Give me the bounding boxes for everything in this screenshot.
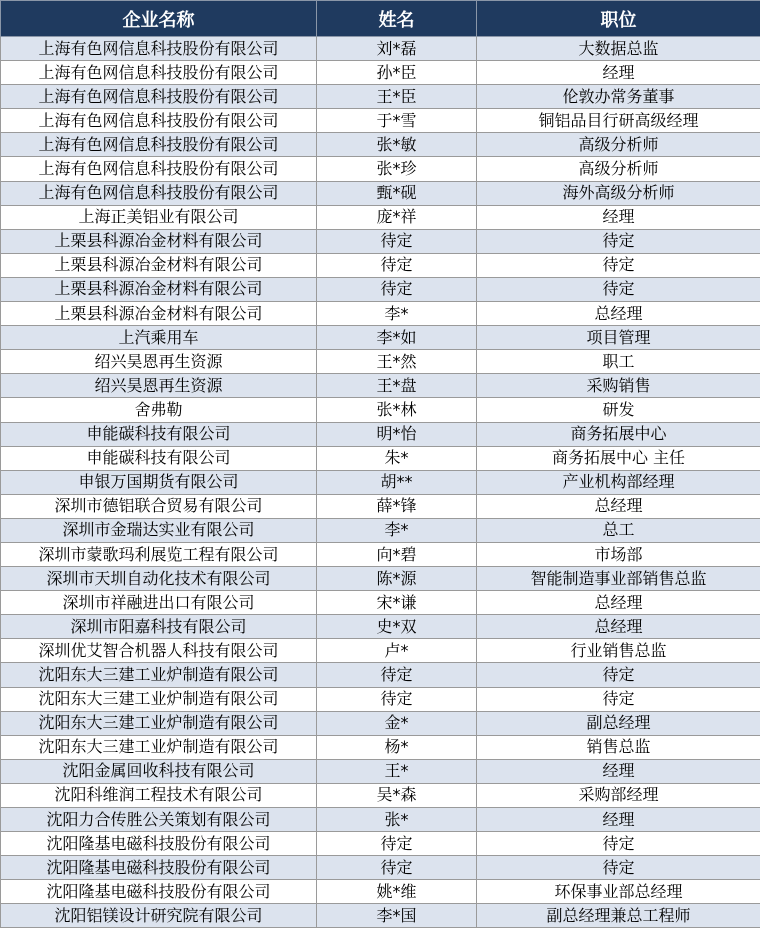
table-row bbox=[1, 615, 760, 639]
position-cell[interactable]: 行业销售总监 bbox=[477, 639, 760, 663]
position-cell[interactable]: 销售总监 bbox=[477, 735, 760, 759]
name-cell[interactable]: 向*碧 bbox=[317, 542, 477, 566]
position-cell[interactable]: 待定 bbox=[477, 687, 760, 711]
name-cell[interactable]: 于*雪 bbox=[317, 109, 477, 133]
company-cell[interactable]: 沈阳隆基电磁科技股份有限公司 bbox=[1, 880, 317, 904]
company-cell[interactable]: 沈阳铝镁设计研究院有限公司 bbox=[1, 904, 317, 928]
position-cell[interactable]: 项目管理 bbox=[477, 326, 760, 350]
table-row bbox=[1, 37, 760, 61]
name-cell[interactable]: 待定 bbox=[317, 229, 477, 253]
table-row bbox=[1, 133, 760, 157]
name-cell[interactable]: 李* bbox=[317, 518, 477, 542]
name-cell[interactable]: 甄*砚 bbox=[317, 181, 477, 205]
company-cell[interactable]: 上海有色网信息科技股份有限公司 bbox=[1, 181, 317, 205]
table-body bbox=[1, 37, 760, 928]
header-name[interactable]: 姓名 bbox=[317, 1, 477, 37]
position-cell[interactable]: 总经理 bbox=[477, 494, 760, 518]
company-cell[interactable]: 深圳市祥融进出口有限公司 bbox=[1, 591, 317, 615]
company-cell[interactable]: 沈阳东大三建工业炉制造有限公司 bbox=[1, 663, 317, 687]
table-row bbox=[1, 205, 760, 229]
name-cell[interactable]: 薛*锋 bbox=[317, 494, 477, 518]
table-row bbox=[1, 398, 760, 422]
header-company[interactable]: 企业名称 bbox=[1, 1, 317, 37]
position-cell[interactable]: 环保事业部总经理 bbox=[477, 880, 760, 904]
table-row bbox=[1, 880, 760, 904]
position-cell[interactable]: 职工 bbox=[477, 350, 760, 374]
company-cell[interactable]: 上栗县科源冶金材料有限公司 bbox=[1, 253, 317, 277]
name-cell[interactable]: 李* bbox=[317, 302, 477, 326]
table-row bbox=[1, 374, 760, 398]
position-cell[interactable]: 待定 bbox=[477, 832, 760, 856]
table-row bbox=[1, 109, 760, 133]
position-cell[interactable]: 经理 bbox=[477, 759, 760, 783]
table-row bbox=[1, 494, 760, 518]
table-row bbox=[1, 157, 760, 181]
name-cell[interactable]: 宋*谦 bbox=[317, 591, 477, 615]
table-row bbox=[1, 735, 760, 759]
table-row bbox=[1, 808, 760, 832]
name-cell[interactable]: 李*如 bbox=[317, 326, 477, 350]
company-cell[interactable]: 申能碳科技有限公司 bbox=[1, 446, 317, 470]
position-cell[interactable]: 产业机构部经理 bbox=[477, 470, 760, 494]
position-cell[interactable]: 待定 bbox=[477, 663, 760, 687]
company-cell[interactable]: 沈阳力合传胜公关策划有限公司 bbox=[1, 808, 317, 832]
company-cell[interactable]: 深圳市金瑞达实业有限公司 bbox=[1, 518, 317, 542]
table-row bbox=[1, 687, 760, 711]
name-cell[interactable]: 张*敏 bbox=[317, 133, 477, 157]
company-cell[interactable]: 深圳市蒙歌玛利展览工程有限公司 bbox=[1, 542, 317, 566]
table-row bbox=[1, 591, 760, 615]
position-cell[interactable]: 商务拓展中心 bbox=[477, 422, 760, 446]
table-row bbox=[1, 639, 760, 663]
company-cell[interactable]: 沈阳东大三建工业炉制造有限公司 bbox=[1, 735, 317, 759]
company-cell[interactable]: 上海有色网信息科技股份有限公司 bbox=[1, 157, 317, 181]
table-row bbox=[1, 856, 760, 880]
position-cell[interactable]: 待定 bbox=[477, 277, 760, 301]
company-cell[interactable]: 上栗县科源冶金材料有限公司 bbox=[1, 302, 317, 326]
position-cell[interactable]: 采购销售 bbox=[477, 374, 760, 398]
name-cell[interactable]: 李*国 bbox=[317, 904, 477, 928]
company-cell[interactable]: 上海有色网信息科技股份有限公司 bbox=[1, 61, 317, 85]
position-cell[interactable]: 副总经理兼总工程师 bbox=[477, 904, 760, 928]
company-cell[interactable]: 绍兴昊恩再生资源 bbox=[1, 374, 317, 398]
name-cell[interactable]: 待定 bbox=[317, 687, 477, 711]
position-cell[interactable]: 研发 bbox=[477, 398, 760, 422]
name-cell[interactable]: 王*盘 bbox=[317, 374, 477, 398]
name-cell[interactable]: 刘*磊 bbox=[317, 37, 477, 61]
table-row bbox=[1, 446, 760, 470]
table-row bbox=[1, 253, 760, 277]
name-cell[interactable]: 庞*祥 bbox=[317, 205, 477, 229]
company-cell[interactable]: 申银万国期货有限公司 bbox=[1, 470, 317, 494]
company-cell[interactable]: 沈阳东大三建工业炉制造有限公司 bbox=[1, 687, 317, 711]
name-cell[interactable]: 张*林 bbox=[317, 398, 477, 422]
table-row bbox=[1, 904, 760, 928]
name-cell[interactable]: 张* bbox=[317, 808, 477, 832]
company-cell[interactable]: 上海有色网信息科技股份有限公司 bbox=[1, 109, 317, 133]
position-cell[interactable]: 总工 bbox=[477, 518, 760, 542]
name-cell[interactable]: 卢* bbox=[317, 639, 477, 663]
position-cell[interactable]: 待定 bbox=[477, 253, 760, 277]
company-cell[interactable]: 沈阳科维润工程技术有限公司 bbox=[1, 783, 317, 807]
position-cell[interactable]: 采购部经理 bbox=[477, 783, 760, 807]
table-row bbox=[1, 422, 760, 446]
table-row bbox=[1, 85, 760, 109]
position-cell[interactable]: 高级分析师 bbox=[477, 157, 760, 181]
position-cell[interactable]: 经理 bbox=[477, 808, 760, 832]
position-cell[interactable]: 智能制造事业部销售总监 bbox=[477, 567, 760, 591]
company-cell[interactable]: 深圳市天圳自动化技术有限公司 bbox=[1, 567, 317, 591]
name-cell[interactable]: 史*双 bbox=[317, 615, 477, 639]
table-row bbox=[1, 518, 760, 542]
header-position[interactable]: 职位 bbox=[477, 1, 760, 37]
company-cell[interactable]: 舍弗勒 bbox=[1, 398, 317, 422]
position-cell[interactable]: 待定 bbox=[477, 229, 760, 253]
name-cell[interactable]: 朱* bbox=[317, 446, 477, 470]
position-cell[interactable]: 海外高级分析师 bbox=[477, 181, 760, 205]
name-cell[interactable]: 金* bbox=[317, 711, 477, 735]
name-cell[interactable]: 胡** bbox=[317, 470, 477, 494]
name-cell[interactable]: 待定 bbox=[317, 253, 477, 277]
position-cell[interactable]: 待定 bbox=[477, 856, 760, 880]
table-row bbox=[1, 470, 760, 494]
table-row bbox=[1, 181, 760, 205]
name-cell[interactable]: 王* bbox=[317, 759, 477, 783]
company-cell[interactable]: 沈阳东大三建工业炉制造有限公司 bbox=[1, 711, 317, 735]
position-cell[interactable]: 铜铝品目行研高级经理 bbox=[477, 109, 760, 133]
header-row bbox=[1, 1, 760, 37]
company-cell[interactable]: 深圳市德铝联合贸易有限公司 bbox=[1, 494, 317, 518]
table-row bbox=[1, 567, 760, 591]
table-row bbox=[1, 663, 760, 687]
name-cell[interactable]: 杨* bbox=[317, 735, 477, 759]
table-row bbox=[1, 759, 760, 783]
position-cell[interactable]: 经理 bbox=[477, 205, 760, 229]
company-cell[interactable]: 上栗县科源冶金材料有限公司 bbox=[1, 229, 317, 253]
position-cell[interactable]: 伦敦办常务董事 bbox=[477, 85, 760, 109]
company-cell[interactable]: 沈阳隆基电磁科技股份有限公司 bbox=[1, 832, 317, 856]
table-row bbox=[1, 783, 760, 807]
name-cell[interactable]: 张*珍 bbox=[317, 157, 477, 181]
table-row bbox=[1, 302, 760, 326]
table-row bbox=[1, 61, 760, 85]
name-cell[interactable]: 吴*森 bbox=[317, 783, 477, 807]
position-cell[interactable]: 高级分析师 bbox=[477, 133, 760, 157]
company-cell[interactable]: 沈阳金属回收科技有限公司 bbox=[1, 759, 317, 783]
company-cell[interactable]: 上海有色网信息科技股份有限公司 bbox=[1, 37, 317, 61]
company-cell[interactable]: 上汽乘用车 bbox=[1, 326, 317, 350]
position-cell[interactable]: 经理 bbox=[477, 61, 760, 85]
name-cell[interactable]: 姚*维 bbox=[317, 880, 477, 904]
position-cell[interactable]: 市场部 bbox=[477, 542, 760, 566]
name-cell[interactable]: 孙*臣 bbox=[317, 61, 477, 85]
position-cell[interactable]: 大数据总监 bbox=[477, 37, 760, 61]
name-cell[interactable]: 待定 bbox=[317, 663, 477, 687]
name-cell[interactable]: 陈*源 bbox=[317, 567, 477, 591]
position-cell[interactable]: 总经理 bbox=[477, 615, 760, 639]
company-cell[interactable]: 深圳优艾智合机器人科技有限公司 bbox=[1, 639, 317, 663]
company-cell[interactable]: 上栗县科源冶金材料有限公司 bbox=[1, 277, 317, 301]
name-cell[interactable]: 待定 bbox=[317, 856, 477, 880]
name-cell[interactable]: 待定 bbox=[317, 277, 477, 301]
table-row bbox=[1, 542, 760, 566]
table-row bbox=[1, 711, 760, 735]
position-cell[interactable]: 副总经理 bbox=[477, 711, 760, 735]
name-cell[interactable]: 明*怡 bbox=[317, 422, 477, 446]
company-cell[interactable]: 沈阳隆基电磁科技股份有限公司 bbox=[1, 856, 317, 880]
company-cell[interactable]: 上海正美铝业有限公司 bbox=[1, 205, 317, 229]
position-cell[interactable]: 商务拓展中心 主任 bbox=[477, 446, 760, 470]
position-cell[interactable]: 总经理 bbox=[477, 302, 760, 326]
name-cell[interactable]: 王*然 bbox=[317, 350, 477, 374]
table-row bbox=[1, 832, 760, 856]
company-cell[interactable]: 深圳市阳嘉科技有限公司 bbox=[1, 615, 317, 639]
company-cell[interactable]: 上海有色网信息科技股份有限公司 bbox=[1, 133, 317, 157]
name-cell[interactable]: 待定 bbox=[317, 832, 477, 856]
table-row bbox=[1, 229, 760, 253]
company-cell[interactable]: 绍兴昊恩再生资源 bbox=[1, 350, 317, 374]
table-row bbox=[1, 350, 760, 374]
table-row bbox=[1, 326, 760, 350]
position-cell[interactable]: 总经理 bbox=[477, 591, 760, 615]
table-row bbox=[1, 277, 760, 301]
name-cell[interactable]: 王*臣 bbox=[317, 85, 477, 109]
company-cell[interactable]: 申能碳科技有限公司 bbox=[1, 422, 317, 446]
company-cell[interactable]: 上海有色网信息科技股份有限公司 bbox=[1, 85, 317, 109]
